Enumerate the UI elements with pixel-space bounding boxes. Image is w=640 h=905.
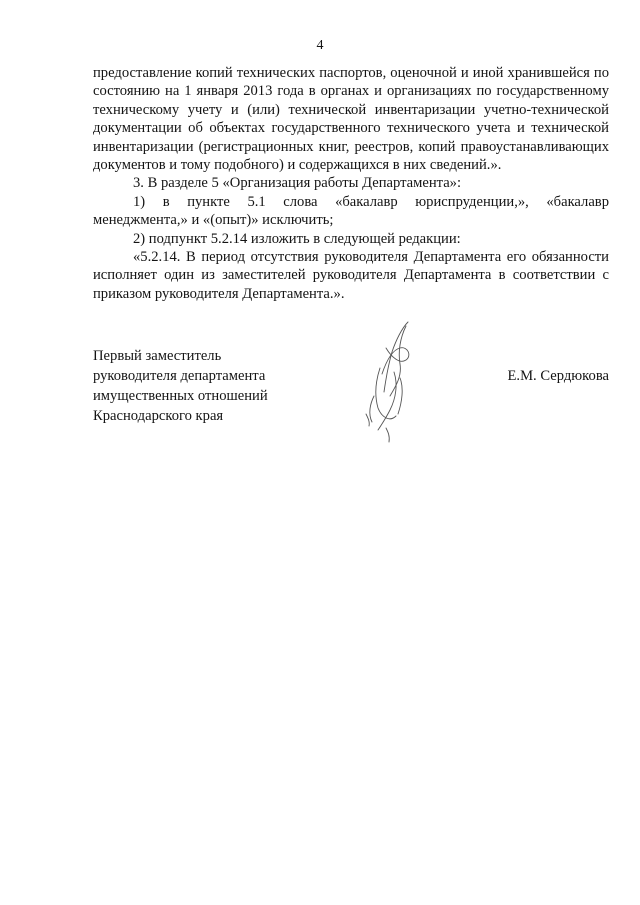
- signatory-title-line: Краснодарского края: [93, 408, 224, 424]
- signatory-title: [93, 346, 609, 426]
- signatory-name: Е.М. Сердюкова: [507, 368, 609, 384]
- paragraph-item-1: 1) в пункте 5.1 слова «бакалавр юриспруденции,», «бакалавр менеджмента,» и «(опыт)» исключить;: [93, 193, 609, 229]
- handwritten-signature: [356, 318, 426, 448]
- document-body: [93, 64, 609, 303]
- paragraph-section-5: 3. В разделе 5 «Организация работы Департамента»:: [133, 175, 462, 192]
- page-number: 4: [316, 38, 324, 53]
- signatory-title-line: руководителя департамента: [93, 368, 266, 384]
- signatory-title-line: имущественных отношений: [93, 388, 268, 404]
- paragraph-item-2: 2) подпункт 5.2.14 изложить в следующей редакции:: [133, 230, 461, 247]
- signature-block: [93, 346, 609, 426]
- paragraph-continuation: предоставление копий технических паспортов, оценочной и иной хранившейся по состоянию на 1 января 2013 года в органах и организациях по государственному техническому учету и (или) технической инвентаризации учетно-технической документации об объектах государственного технического учета и технической инвентаризации (регистрационных книг, реестров, копий правоустанавливающих документов и тому подобного) и содержащихся в них сведений.».: [93, 65, 609, 174]
- paragraph-new-wording: «5.2.14. В период отсутствия руководителя Департамента его обязанности исполняет один из заместителей руководителя Департамента в соответствии с приказом руководителя Департамента.».: [93, 249, 609, 302]
- signatory-title-line: Первый заместитель: [93, 348, 222, 364]
